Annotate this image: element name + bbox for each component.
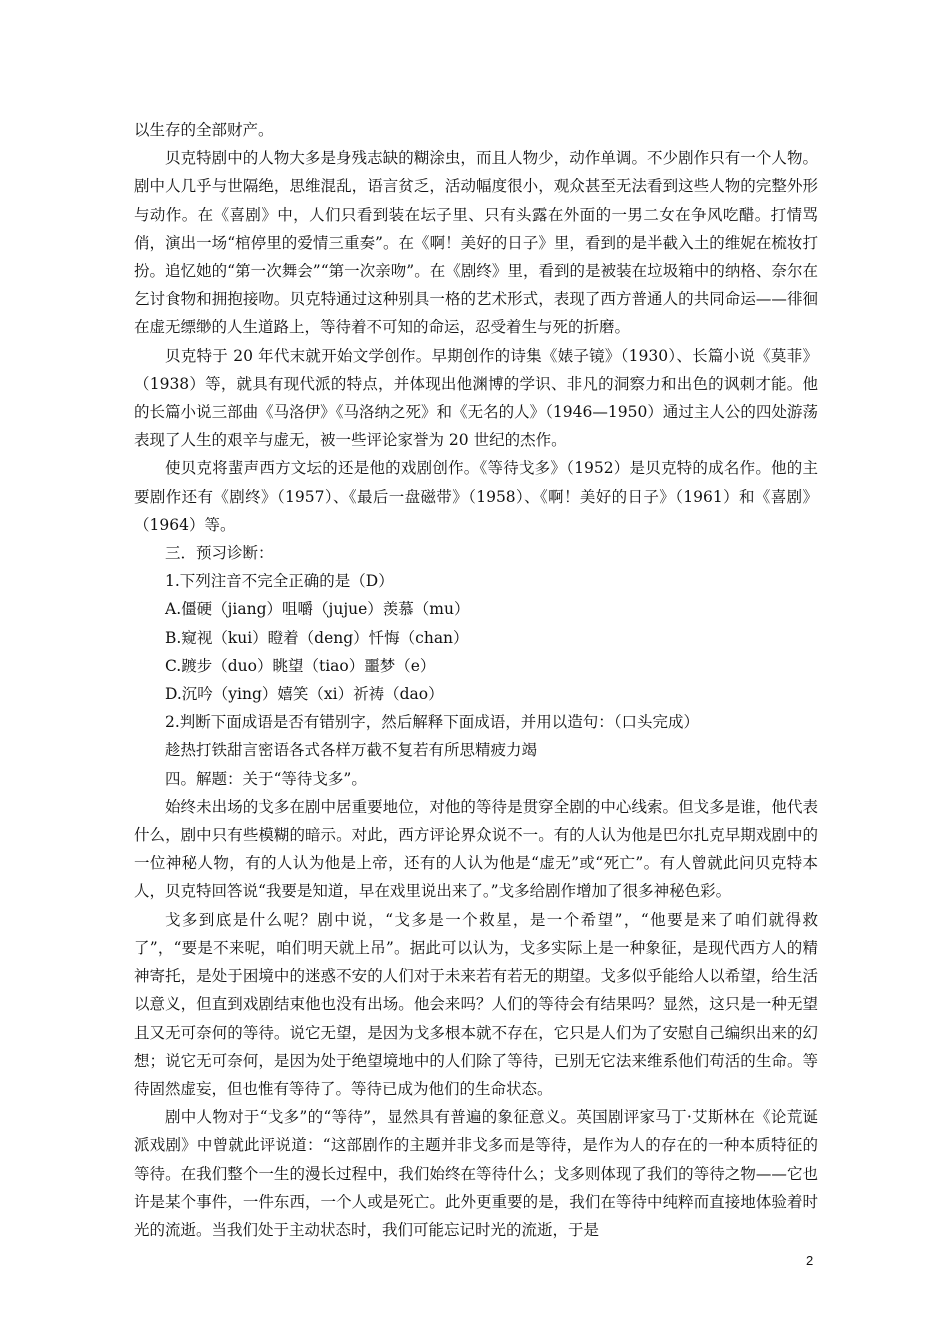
paragraph-godot-2: 戈多到底是什么呢？剧中说，“戈多是一个救星，是一个希望”，“他要是来了咱们就得救了”，“要是不来呢，咱们明天就上吊”。据此可以认为，戈多实际上是一种象征，是现代西方人的精神寄托，是处于困境中的迷惑不安的人们对于未来若有若无的期望。戈多似乎能给人以希望，给生活以意义，但直到戏剧结束他也没有出场。他会来吗？人们的等待会有结果吗？显然，这只是一种无望且又无可奈何的等待。说它无望，是因为戈多根本就不存在，它只是人们为了安慰自己编织出来的幻想；说它无可奈何，是因为处于绝望境地中的人们除了等待，已别无它法来维系他们苟活的生命。等待固然虚妄，但也惟有等待了。等待已成为他们的生命状态。 xyxy=(134,910,818,1098)
paragraph-godot-1: 始终未出场的戈多在剧中居重要地位，对他的等待是贯穿全剧的中心线索。但戈多是谁，他代表什么，剧中只有些模糊的暗示。对此，西方评论界众说不一。有的人认为他是巴尔扎克早期戏剧中的一位神秘人物，有的人认为他是上帝，还有的人认为他是“虚无”或“死亡”。有人曾就此问贝克特本人，贝克特回答说“我要是知道，早在戏里说出来了。”戈多给剧作增加了很多神秘色彩。 xyxy=(134,797,818,901)
option-b: B.窥视（kui）瞪着（deng）忏悔（chan） xyxy=(165,628,469,647)
question-2: 2.判断下面成语是否有错别字，然后解释下面成语，并用以造句：（口头完成） xyxy=(165,713,700,732)
paragraph-2: 贝克特剧中的人物大多是身残志缺的糊涂虫，而且人物少，动作单调。不少剧作只有一个人物。剧中人几乎与世隔绝，思维混乱，语言贫乏，活动幅度很小，观众甚至无法看到这些人物的完整外形与动作。在《喜剧》中，人们只看到装在坛子里、只有头露在外面的一男二女在争风吃醋。打情骂俏，演出一场“棺停里的爱情三重奏”。在《啊！美好的日子》里，看到的是半截入土的维妮在梳妆打扮。追忆她的“第一次舞会”“第一次亲吻”。在《剧终》里，看到的是被装在垃圾箱中的纳格、奈尔在乞讨食物和拥抱接吻。贝克特通过这种别具一格的艺术形式，表现了西方普通人的共同命运——徘徊在虚无缥缈的人生道路上，等待着不可知的命运，忍受着生与死的折磨。 xyxy=(134,149,818,337)
paragraph-godot-3: 剧中人物对于“戈多”的“等待”，显然具有普遍的象征意义。英国剧评家马丁·艾斯林在《论荒诞派戏剧》中曾就此评说道：“这部剧作的主题并非戈多而是等待，是作为人的存在的一种本质特征的等待。在我们整个一生的漫长过程中，我们始终在等待什么；戈多则体现了我们的等待之物——它也许是某个事件，一件东西，一个人或是死亡。此外更重要的是，我们在等待中纯粹而直接地体验着时光的流逝。当我们处于主动状态时，我们可能忘记时光的流逝，于是 xyxy=(134,1108,818,1239)
paragraph-1: 以生存的全部财产。 xyxy=(134,121,274,139)
option-c: C.踱步（duo）眺望（tiao）噩梦（e） xyxy=(165,656,436,675)
section-heading-4: 四。解题：关于“等待戈多”。 xyxy=(165,769,367,788)
document-body xyxy=(134,116,818,1244)
idiom-list: 趁热打铁甜言密语各式各样万截不复若有所思精疲力竭 xyxy=(165,741,538,760)
paragraph-3: 贝克特于 20 年代末就开始文学创作。早期创作的诗集《婊子镜》（1930）、长篇小说《莫菲》（1938）等，就具有现代派的特点，并体现出他渊博的学识、非凡的洞察力和出色的讽刺才能。他的长篇小说三部曲《马洛伊》《马洛纳之死》和《无名的人》（1946—1950）通过主人公的四处游荡表现了人生的艰辛与虚无，被一些评论家誉为 20 世纪的杰作。 xyxy=(134,346,818,450)
question-1: 1.下列注音不完全正确的是（D） xyxy=(165,572,394,591)
option-a: A.僵硬（jiang）咀嚼（jujue）羡慕（mu） xyxy=(165,600,470,619)
section-heading-3: 三．预习诊断： xyxy=(165,544,274,563)
paragraph-4: 使贝克将蜚声西方文坛的还是他的戏剧创作。《等待戈多》（1952）是贝克特的成名作。他的主要剧作还有《剧终》（1957）、《最后一盘磁带》（1958）、《啊！美好的日子》（1961）和《喜剧》（1964）等。 xyxy=(134,459,818,534)
option-d: D.沉吟（ying）嬉笑（xi）祈祷（dao） xyxy=(165,685,444,704)
page-number: 2 xyxy=(806,1253,814,1268)
